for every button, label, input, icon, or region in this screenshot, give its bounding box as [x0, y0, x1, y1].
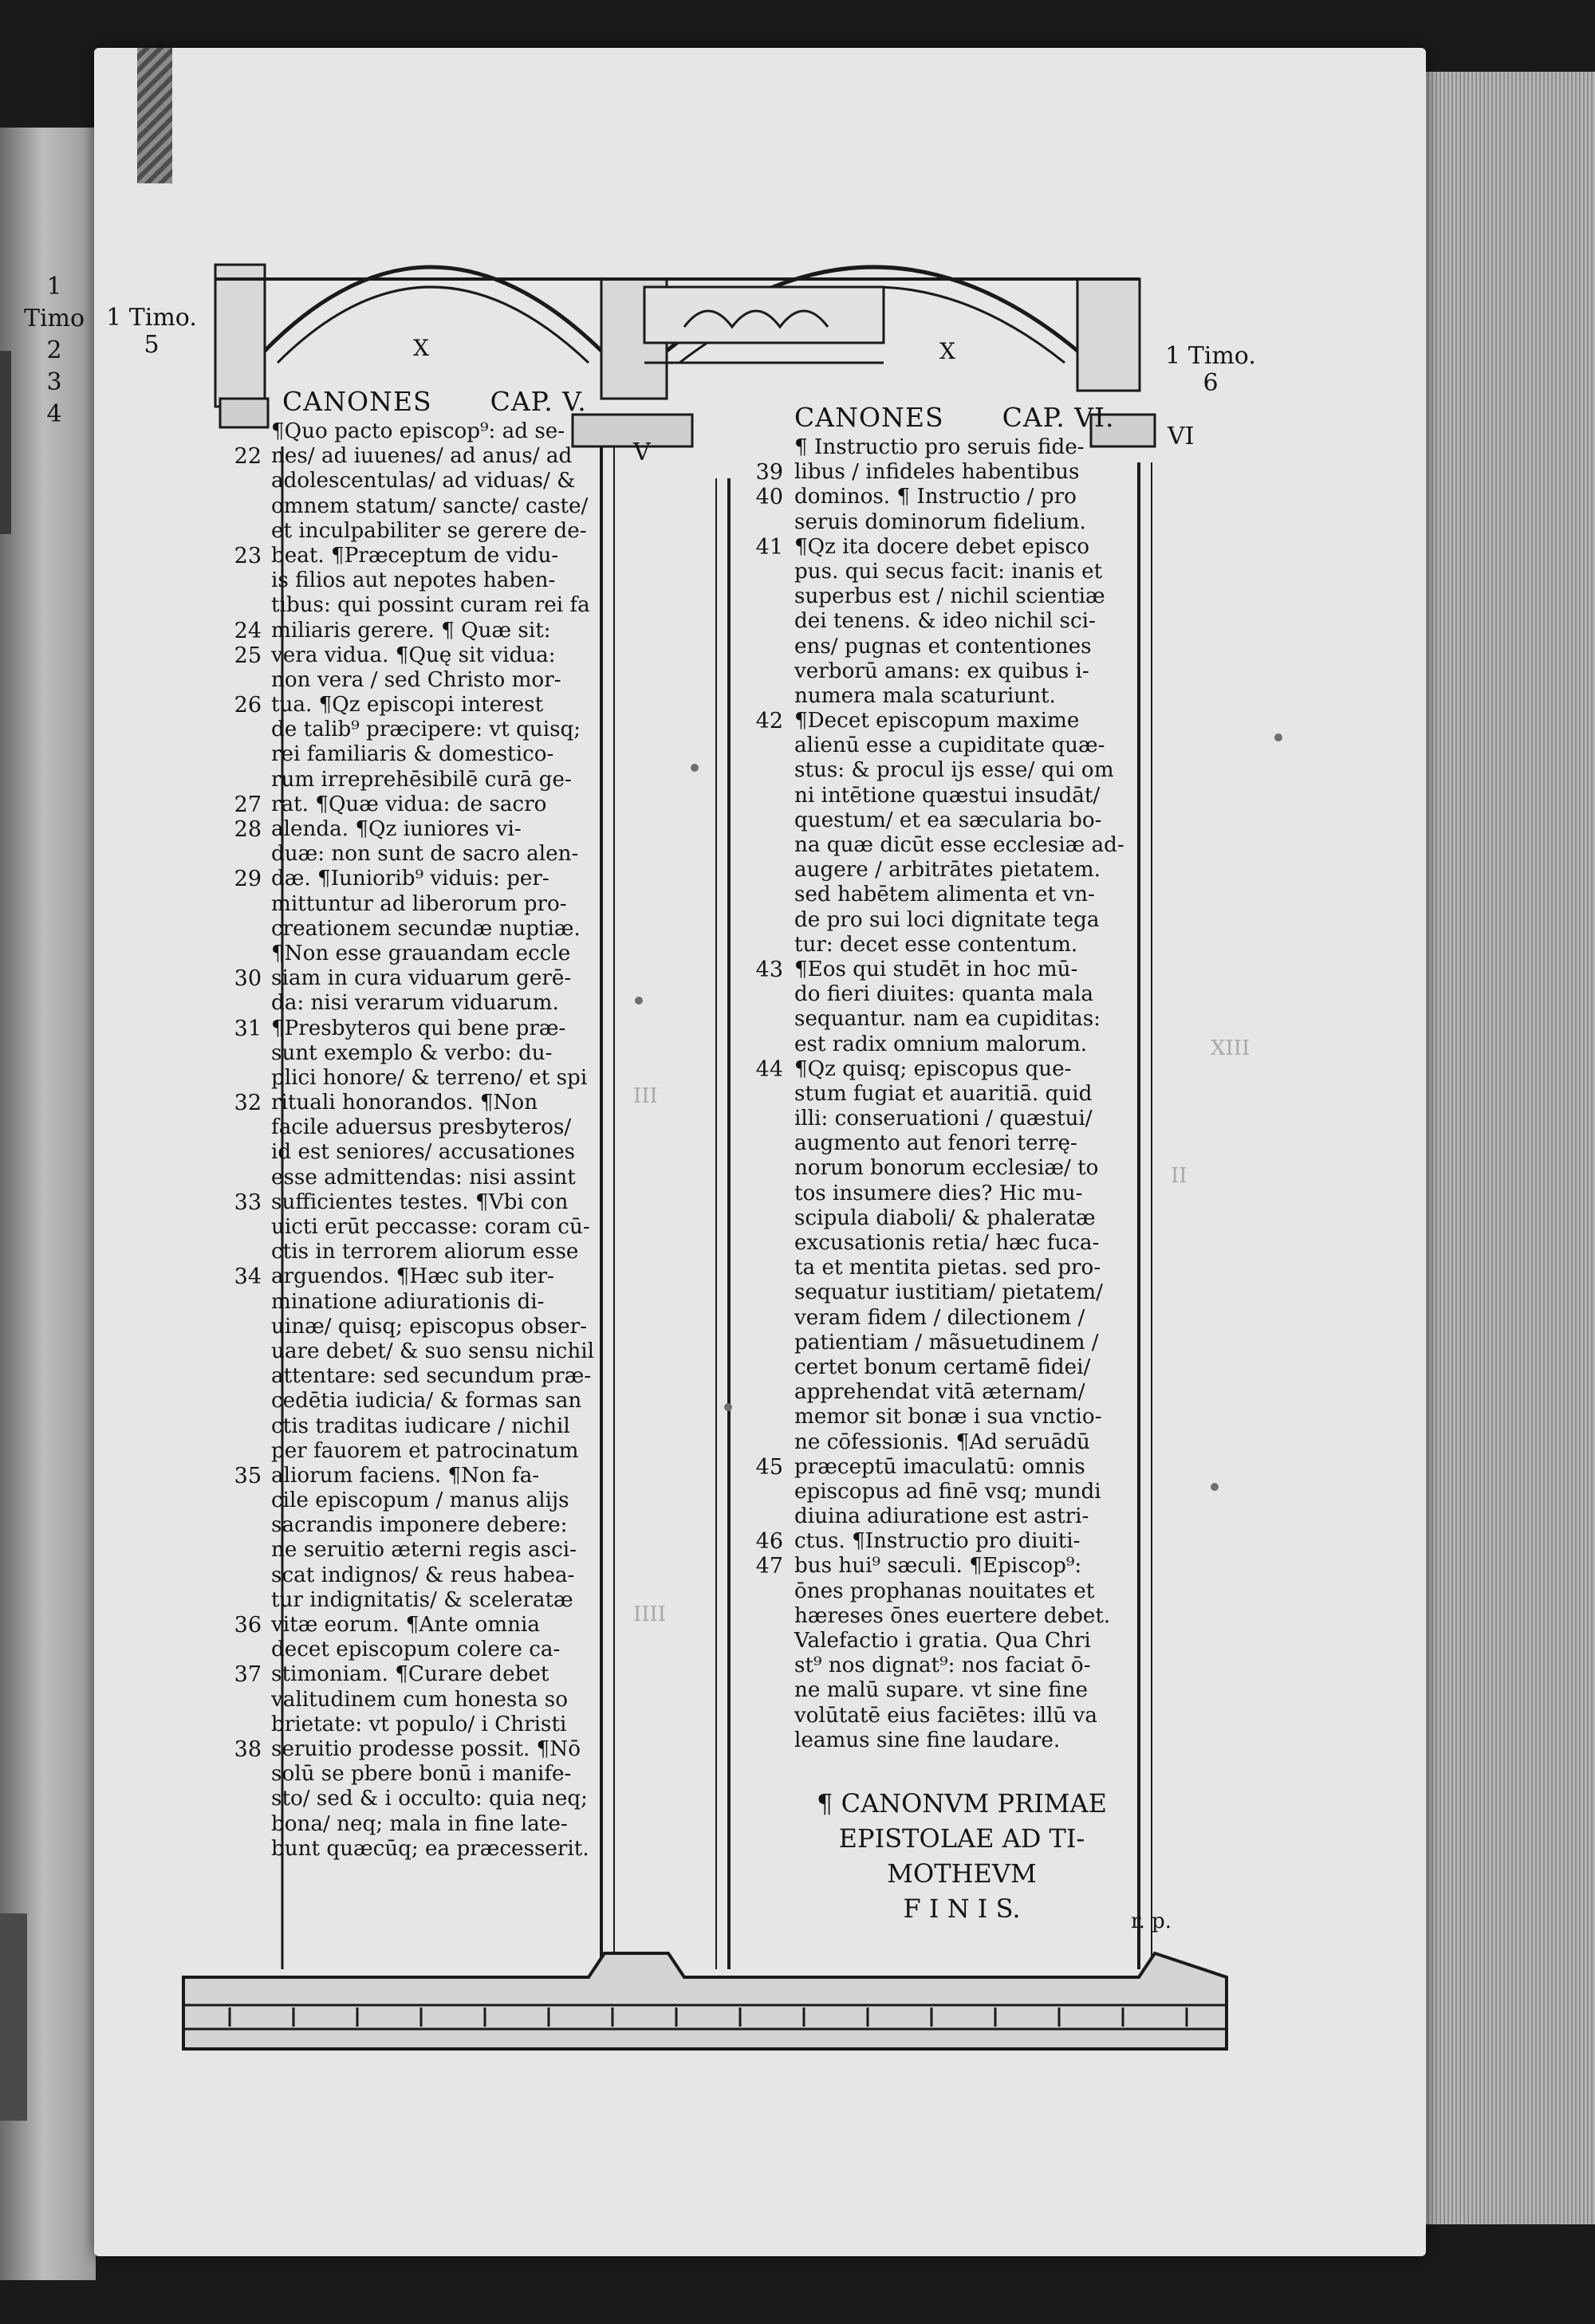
- text-line: alenda. ¶Qz iuniores vi-: [271, 817, 522, 841]
- line-number: [223, 1638, 262, 1662]
- line-number: [745, 510, 783, 535]
- text-line: rum irreprehēsibilē curā ge-: [271, 767, 572, 792]
- line-number: [745, 635, 783, 659]
- text-line: ¶Presbyteros qui bene præ-: [271, 1016, 566, 1040]
- line-number: [745, 784, 783, 808]
- text-line: Valefactio i gratia. Qua Chri: [794, 1629, 1091, 1653]
- line-number: [745, 584, 783, 609]
- text-line: questum/ et ea sæcularia bo-: [794, 808, 1102, 832]
- text-line: minatione adiurationis di-: [271, 1289, 545, 1314]
- line-number: [223, 718, 262, 742]
- header-mark-right: X: [939, 338, 955, 364]
- text-line: patientiam / mãsuetudinem /: [794, 1330, 1099, 1355]
- text-line: pus. qui secus facit: inanis et: [794, 559, 1103, 584]
- text-line: dominos. ¶ Instructio / pro: [794, 485, 1077, 509]
- line-number: [745, 883, 783, 907]
- left-page-label: 1 Timo: [23, 273, 85, 332]
- text-line: sequatur iustitiam/ pietatem/: [794, 1280, 1103, 1305]
- line-number: [223, 1215, 262, 1240]
- line-number: [745, 1654, 783, 1678]
- column-1-text: [271, 419, 594, 1862]
- line-number: [223, 1762, 262, 1787]
- left-page-number: 2: [46, 336, 62, 364]
- line-number: [223, 1140, 262, 1165]
- line-number: 43: [755, 957, 783, 982]
- line-number: [745, 808, 783, 833]
- line-number: [223, 1240, 262, 1264]
- text-line: beat. ¶Præceptum de vidu-: [271, 543, 559, 568]
- text-line: ¶Qz quisq; episcopus que-: [794, 1056, 1072, 1081]
- line-number: [223, 668, 262, 693]
- text-line: sto/ sed & i occulto: quia neq;: [271, 1787, 588, 1811]
- line-number: 40: [755, 485, 783, 510]
- text-line: ne malū supare. vt sine fine: [794, 1678, 1089, 1703]
- text-line: ¶Qz ita docere debet episco: [794, 534, 1090, 559]
- text-line: libus / infideles habentibus: [794, 460, 1080, 485]
- line-number: [745, 1082, 783, 1107]
- text-line: tibus: qui possint curam rei fa: [271, 593, 590, 618]
- line-number: 27: [234, 792, 262, 817]
- line-number: [745, 684, 783, 709]
- text-line: brietate: vt populo/ i Christi: [271, 1712, 567, 1736]
- text-line: do fieri diuites: quanta mala: [794, 982, 1094, 1007]
- text-line: aliorum faciens. ¶Non fa-: [271, 1463, 540, 1488]
- show-through-mark: II: [1171, 1164, 1187, 1188]
- line-number: 33: [234, 1190, 262, 1215]
- text-line: præceptū imaculatū: omnis: [794, 1454, 1085, 1479]
- text-line: scipula diaboli/ & phaleratæ: [794, 1205, 1096, 1230]
- text-line: plici honore/ & terreno/ et spi: [271, 1065, 588, 1090]
- text-line: sacrandis imponere debere:: [271, 1513, 568, 1538]
- line-number: [223, 892, 262, 917]
- line-number: [745, 1405, 783, 1429]
- text-line: ¶Eos qui studēt in hoc mū-: [794, 957, 1078, 981]
- line-number: [745, 733, 783, 758]
- text-line: ctis in terrorem aliorum esse: [271, 1240, 579, 1264]
- line-number: [223, 1488, 262, 1513]
- text-line: hæreses ōnes euertere debet.: [794, 1603, 1111, 1628]
- line-number: 32: [234, 1091, 262, 1116]
- reference-number: 6: [1203, 369, 1219, 397]
- line-number: [223, 1041, 262, 1066]
- reference-label: 1 Timo.: [1165, 342, 1256, 370]
- line-number: [223, 1837, 262, 1862]
- line-number: [223, 1563, 262, 1588]
- text-line: vera vidua. ¶Quę sit vidua:: [271, 643, 556, 667]
- text-line: solū se pbere bonū i manife-: [271, 1762, 572, 1787]
- text-line: na quæ dicūt esse ecclesiæ ad-: [794, 833, 1124, 857]
- text-line: ne seruitio æterni regis asci-: [271, 1538, 577, 1563]
- text-line: est radix omnium malorum.: [794, 1032, 1088, 1056]
- line-number: [745, 933, 783, 958]
- show-through-mark: III: [633, 1084, 658, 1108]
- line-number: [223, 469, 262, 494]
- heading-chapter: CAP. V.: [490, 386, 587, 417]
- paper-speck: [724, 1403, 732, 1411]
- line-number: [223, 568, 262, 593]
- line-number: [223, 1414, 262, 1439]
- line-number: [223, 1787, 262, 1811]
- text-line: attentare: sed secundum præ-: [271, 1364, 592, 1389]
- text-line: memor sit bonæ i sua vnctio-: [794, 1405, 1102, 1429]
- line-number: [745, 1678, 783, 1703]
- text-line: mittuntur ad liberorum pro-: [271, 891, 567, 916]
- left-page-number: 4: [46, 400, 62, 428]
- text-line: adolescentulas/ ad viduas/ &: [271, 469, 576, 494]
- column-1-line-numbers: [223, 419, 262, 1862]
- line-number: 26: [234, 693, 262, 718]
- paper-speck: [1211, 1483, 1219, 1491]
- text-line: id est seniores/ accusationes: [271, 1140, 576, 1165]
- line-number: [223, 942, 262, 966]
- line-number: [745, 982, 783, 1007]
- line-number: [223, 1588, 262, 1613]
- text-line: uinæ/ quisq; episcopus obser-: [271, 1314, 587, 1339]
- text-line: nes/ ad iuuenes/ ad anus/ ad: [271, 444, 573, 469]
- line-number: [745, 1604, 783, 1629]
- left-margin-reference: [104, 305, 199, 359]
- text-line: stum fugiat et auaritiā. quid: [794, 1081, 1093, 1106]
- line-number: [745, 1306, 783, 1331]
- line-number: [223, 1538, 262, 1563]
- line-number: [223, 1513, 262, 1538]
- reference-number: 5: [144, 331, 160, 359]
- line-number: [745, 1256, 783, 1280]
- line-number: [745, 1629, 783, 1654]
- text-line: vitæ eorum. ¶Ante omnia: [271, 1613, 540, 1637]
- text-line: excusationis retia/ hæc fuca-: [794, 1231, 1100, 1255]
- line-number: 31: [234, 1016, 262, 1041]
- text-line: numera mala scaturiunt.: [794, 683, 1056, 708]
- column-1-heading: [282, 386, 587, 417]
- heading-chapter: CAP. VI.: [1002, 402, 1115, 433]
- line-number: 39: [755, 460, 783, 486]
- text-line: episcopus ad finē vsq; mundi: [794, 1479, 1101, 1504]
- book-page: [94, 48, 1426, 2256]
- text-line: sufficientes testes. ¶Vbi con: [271, 1190, 569, 1214]
- line-number: [745, 1280, 783, 1305]
- text-line: rat. ¶Quæ vidua: de sacro: [271, 792, 547, 816]
- text-line: sunt exemplo & verbo: du-: [271, 1040, 553, 1065]
- text-line: et inculpabiliter se gerere de-: [271, 518, 587, 543]
- paper-speck: [691, 764, 699, 772]
- line-number: [745, 908, 783, 933]
- text-line: duæ: non sunt de sacro alen-: [271, 842, 579, 867]
- heading-title: CANONES: [794, 402, 944, 433]
- text-line: siam in cura viduarum gerē-: [271, 966, 572, 991]
- line-number: [745, 1182, 783, 1206]
- right-margin-reference: [1147, 343, 1274, 397]
- line-number: [223, 1688, 262, 1713]
- line-number: 30: [234, 966, 262, 992]
- text-line: miliaris gerere. ¶ Quæ sit:: [271, 618, 551, 643]
- line-number: [745, 1032, 783, 1057]
- left-page-margin-notes: [14, 271, 94, 431]
- line-number: 35: [234, 1463, 262, 1488]
- text-line: augere / arbitrātes pietatem.: [794, 858, 1101, 883]
- text-line: dei tenens. & ideo nichil sci-: [794, 609, 1096, 634]
- line-number: 37: [234, 1662, 262, 1688]
- text-line: cedētia iudicia/ & formas san: [271, 1389, 582, 1414]
- text-line: alienū esse a cupiditate quæ-: [794, 733, 1105, 758]
- text-line: sequantur. nam ea cupiditas:: [794, 1007, 1101, 1032]
- text-line: uicti erūt peccasse: coram cū-: [271, 1215, 590, 1239]
- text-line: cile episcopum / manus alijs: [271, 1488, 569, 1513]
- text-line: da: nisi verarum viduarum.: [271, 991, 559, 1016]
- text-line: st⁹ nos dignat⁹: nos faciat ō-: [794, 1654, 1091, 1678]
- line-number: [745, 1107, 783, 1131]
- text-line: is filios aut nepotes haben-: [271, 568, 556, 593]
- text-line: verborū amans: ex quibus i-: [794, 659, 1089, 683]
- line-number: 23: [234, 543, 262, 568]
- line-number: 22: [234, 444, 262, 470]
- line-number: 45: [755, 1454, 783, 1480]
- line-number: [223, 842, 262, 867]
- line-number: [745, 1131, 783, 1156]
- reference-label: 1 Timo.: [106, 304, 197, 332]
- line-number: [223, 1166, 262, 1190]
- line-number: [745, 609, 783, 634]
- text-line: facile aduersus presbyteros/: [271, 1115, 572, 1140]
- text-line: esse admittendas: nisi assint: [271, 1165, 576, 1190]
- text-line: dæ. ¶Iuniorib⁹ viduis: per-: [271, 867, 549, 891]
- line-number: [223, 1290, 262, 1315]
- colophon-line: MOTHEVM: [887, 1858, 1037, 1889]
- line-number: [223, 1115, 262, 1140]
- text-line: stus: & procul ijs esse/ qui om: [794, 758, 1114, 783]
- text-line: bus hui⁹ sæculi. ¶Episcop⁹:: [794, 1554, 1082, 1579]
- text-line: veram fidem / dilectionem /: [794, 1305, 1085, 1330]
- text-line: de pro sui loci dignitate tega: [794, 907, 1100, 932]
- text-line: uare debet/ & suo sensu nichil: [271, 1339, 594, 1363]
- line-number: [223, 419, 262, 444]
- text-line: creationem secundæ nuptiæ.: [271, 916, 581, 941]
- text-line: decet episcopum colere ca-: [271, 1638, 561, 1662]
- line-number: [223, 742, 262, 767]
- line-number: 25: [234, 643, 262, 668]
- text-line: ¶Quo pacto episcop⁹: ad se-: [271, 419, 565, 443]
- line-number: [223, 1066, 262, 1091]
- line-number: [745, 1728, 783, 1753]
- line-number: [745, 1231, 783, 1256]
- column-2-heading: [794, 402, 1115, 433]
- line-number: [745, 1206, 783, 1231]
- colophon: [794, 1786, 1129, 1926]
- text-line: scat indignos/ & reus habea-: [271, 1563, 575, 1587]
- text-line: illi: conseruationi / quæstui/: [794, 1107, 1093, 1131]
- column-1-roman-numeral: V: [633, 438, 651, 466]
- paper-speck: [1274, 733, 1282, 741]
- line-number: [223, 1812, 262, 1837]
- line-number: [223, 768, 262, 792]
- line-number: [745, 1156, 783, 1181]
- line-number: 42: [755, 709, 783, 734]
- text-line: arguendos. ¶Hæc sub iter-: [271, 1264, 555, 1289]
- text-line: diuina adiuratione est astri-: [794, 1504, 1089, 1529]
- line-number: [745, 435, 783, 460]
- line-number: [745, 560, 783, 584]
- line-number: [223, 593, 262, 618]
- text-line: tos insumere dies? Hic mu-: [794, 1181, 1083, 1205]
- text-line: tua. ¶Qz episcopi interest: [271, 693, 544, 718]
- left-page-base-fragment: [0, 1913, 27, 2121]
- text-line: leamus sine fine laudare.: [794, 1728, 1061, 1752]
- line-number: [745, 659, 783, 684]
- text-line: ni intētione quæstui insudāt/: [794, 783, 1101, 808]
- text-line: norum bonorum ecclesiæ/ to: [794, 1156, 1099, 1181]
- line-number: [745, 758, 783, 783]
- text-line: valitudinem cum honesta so: [271, 1687, 568, 1712]
- line-number: [223, 494, 262, 519]
- handwritten-annotation: r. p.: [1131, 1909, 1172, 1933]
- text-line: ¶ Instructio pro seruis fide-: [794, 435, 1085, 459]
- text-line: omnem statum/ sancte/ caste/: [271, 494, 589, 518]
- show-through-mark: XIII: [1211, 1036, 1250, 1060]
- line-number: [223, 917, 262, 942]
- line-number: [223, 991, 262, 1016]
- line-number: [745, 1579, 783, 1604]
- line-number: 41: [755, 534, 783, 560]
- left-page-border-fragment: [0, 351, 11, 534]
- line-number: [223, 1339, 262, 1364]
- text-line: seruitio prodesse possit. ¶Nō: [271, 1736, 581, 1761]
- line-number: [745, 1704, 783, 1728]
- colophon-line: EPISTOLAE AD TI-: [838, 1823, 1085, 1854]
- text-line: sed habētem alimenta et vn-: [794, 883, 1095, 907]
- line-number: 38: [234, 1736, 262, 1762]
- left-page-edge: [0, 128, 96, 2280]
- line-number: [745, 1430, 783, 1455]
- text-line: certet bonum certamē fidei/: [794, 1355, 1091, 1379]
- line-number: 29: [234, 867, 262, 892]
- line-number: 24: [234, 618, 262, 643]
- text-line: ne cōfessionis. ¶Ad seruādū: [794, 1429, 1090, 1454]
- text-line: apprehendat vitā æternam/: [794, 1380, 1085, 1405]
- line-number: 46: [755, 1529, 783, 1555]
- colophon-line: F I N I S.: [903, 1893, 1021, 1924]
- header-mark-left: X: [413, 335, 429, 361]
- text-line: tur indignitatis/ & sceleratæ: [271, 1587, 573, 1612]
- text-line: rituali honorandos. ¶Non: [271, 1091, 538, 1115]
- line-number: [745, 1380, 783, 1405]
- text-line: ōnes prophanas nouitates et: [794, 1579, 1095, 1603]
- text-line: volūtatē eius faciētes: illū va: [794, 1703, 1097, 1728]
- text-line: augmento aut fenori terrę-: [794, 1131, 1077, 1156]
- text-line: ens/ pugnas et contentiones: [794, 634, 1092, 659]
- text-line: per fauorem et patrocinatum: [271, 1438, 579, 1463]
- show-through-mark: IIII: [633, 1602, 667, 1626]
- column-2-line-numbers: [745, 435, 783, 1753]
- line-number: [223, 519, 262, 544]
- paper-speck: [635, 997, 643, 1005]
- line-number: [223, 1364, 262, 1389]
- heading-title: CANONES: [282, 386, 432, 417]
- colophon-line: ¶ CANONVM PRIMAE: [817, 1788, 1107, 1819]
- text-line: superbus est / nichil scientiæ: [794, 584, 1105, 609]
- line-number: [745, 858, 783, 883]
- line-number: [223, 1439, 262, 1464]
- left-page-number: 3: [46, 368, 62, 396]
- text-line: ctis traditas iudicare / nichil: [271, 1414, 570, 1438]
- text-line: ta et mentita pietas. sed pro-: [794, 1256, 1101, 1280]
- text-line: ctus. ¶Instructio pro diuiti-: [794, 1529, 1081, 1554]
- text-line: non vera / sed Christo mor-: [271, 667, 561, 692]
- line-number: 36: [234, 1613, 262, 1638]
- text-line: rei familiaris & domestico-: [271, 742, 554, 767]
- line-number: 47: [755, 1554, 783, 1579]
- text-line: seruis dominorum fidelium.: [794, 509, 1086, 534]
- text-line: bona/ neq; mala in fine late-: [271, 1811, 568, 1836]
- line-number: [745, 833, 783, 858]
- line-number: 34: [234, 1264, 262, 1290]
- column-2-roman-numeral: VI: [1168, 423, 1195, 450]
- line-number: 44: [755, 1056, 783, 1082]
- column-2-text: [794, 435, 1124, 1753]
- line-number: [745, 1007, 783, 1032]
- text-line: ¶Non esse grauandam eccle: [271, 941, 571, 965]
- line-number: [745, 1504, 783, 1529]
- text-line: de talib⁹ præcipere: vt quisq;: [271, 718, 581, 742]
- text-line: bunt quæcūq; ea præcesserit.: [271, 1836, 589, 1861]
- line-number: [745, 1480, 783, 1504]
- text-line: stimoniam. ¶Curare debet: [271, 1662, 549, 1687]
- text-line: ¶Decet episcopum maxime: [794, 709, 1080, 733]
- line-number: [745, 1355, 783, 1380]
- line-number: [223, 1389, 262, 1414]
- line-number: [223, 1713, 262, 1737]
- line-number: [745, 1331, 783, 1355]
- text-line: tur: decet esse contentum.: [794, 932, 1078, 957]
- line-number: 28: [234, 817, 262, 842]
- line-number: [223, 1315, 262, 1339]
